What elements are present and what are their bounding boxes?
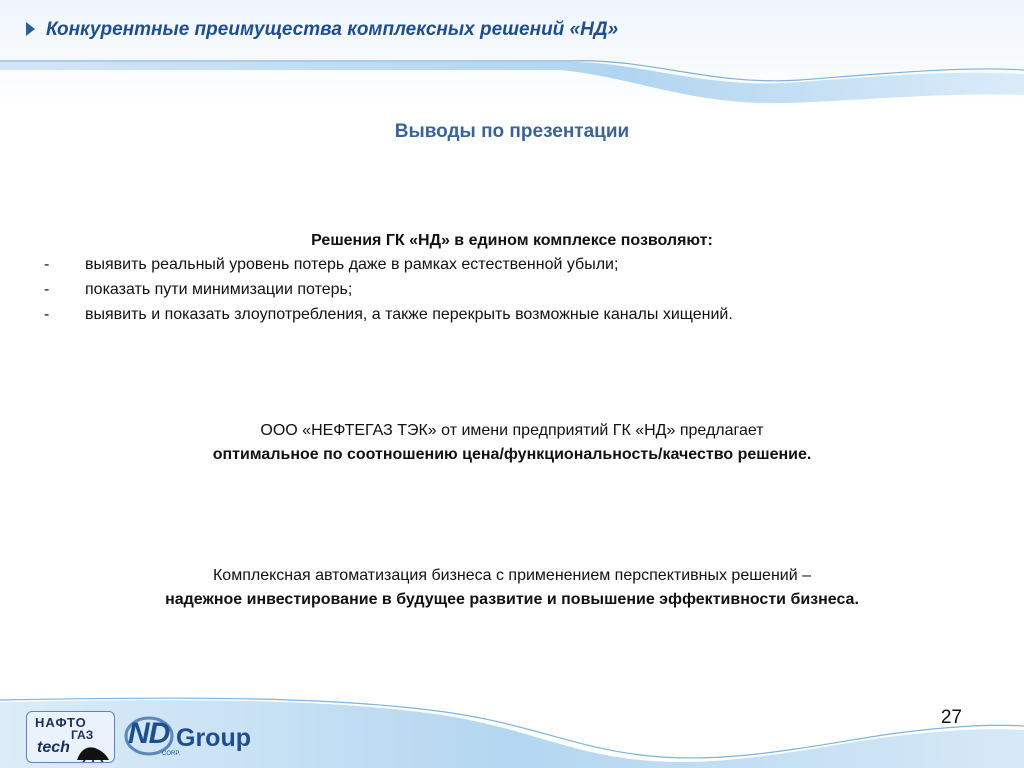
list-item bbox=[44, 302, 984, 327]
list-marker: - bbox=[44, 256, 50, 273]
page-number: 27 bbox=[940, 707, 962, 728]
header-decoration bbox=[0, 0, 1024, 110]
logo-text-line3: tech bbox=[37, 739, 70, 756]
logo-mark: ND bbox=[128, 717, 170, 750]
list-item bbox=[44, 277, 984, 302]
section1-heading: Решения ГК «НД» в едином комплексе позволяют: bbox=[311, 232, 713, 249]
list-item-text: выявить реальный уровень потерь даже в рамках естественной убыли; bbox=[85, 256, 619, 273]
slide-title: Конкурентные преимущества комплексных решений «НД» bbox=[46, 19, 619, 40]
list-marker: - bbox=[44, 281, 50, 298]
logo-corp: CORP. bbox=[162, 751, 181, 757]
offer-line: ООО «НЕФТЕГАЗ ТЭК» от имени предприятий ГК «НД» предлагает bbox=[260, 422, 764, 439]
logo-word: Group bbox=[176, 724, 251, 752]
title-arrow-icon bbox=[26, 22, 35, 36]
naftogaz-tech-logo bbox=[26, 711, 115, 763]
nd-group-logo bbox=[124, 713, 250, 763]
conclusion-line: Комплексная автоматизация бизнеса с применением перспективных решений – bbox=[212, 567, 812, 584]
slide-subtitle: Выводы по презентации bbox=[394, 121, 630, 142]
list-item-text: выявить и показать злоупотребления, а также перекрыть возможные каналы хищений. bbox=[85, 306, 733, 323]
list-item-text: показать пути минимизации потерь; bbox=[85, 281, 353, 298]
advantages-list bbox=[44, 252, 984, 327]
conclusion-emphasis: надежное инвестирование в будущее развитие и повышение эффективности бизнеса. bbox=[165, 591, 859, 608]
offer-emphasis: оптимальное по соотношению цена/функциональность/качество решение. bbox=[212, 446, 812, 463]
list-marker: - bbox=[44, 306, 50, 323]
drop-icon bbox=[75, 742, 111, 762]
list-item bbox=[44, 252, 984, 277]
logo-text-line2: ГАЗ bbox=[71, 728, 94, 742]
logo-text-line1: НАФТО bbox=[35, 715, 87, 730]
